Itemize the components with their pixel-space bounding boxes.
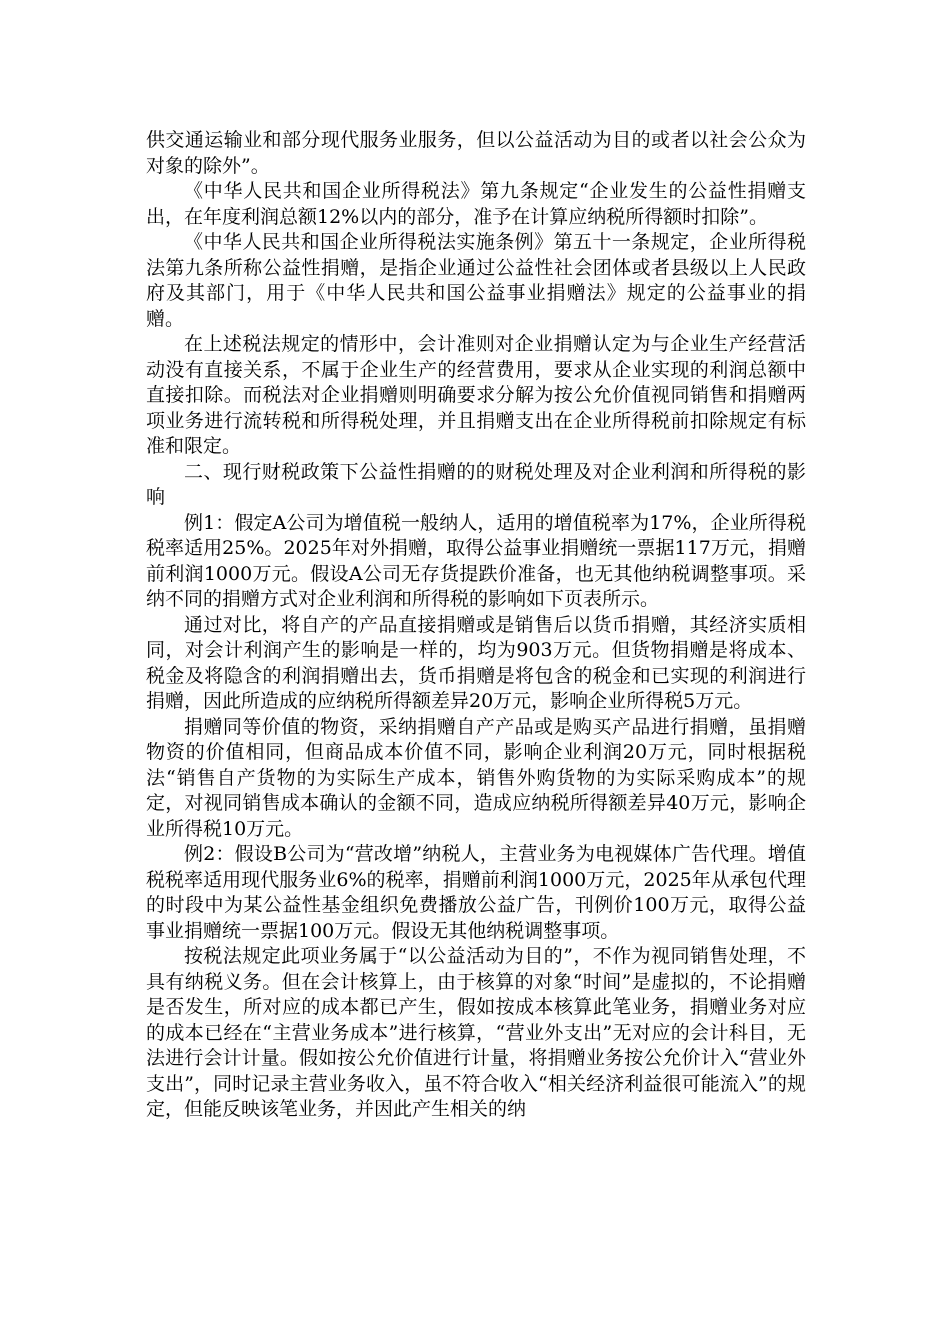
paragraph-example-2: 例2：假设B公司为“营改增”纳税人，主营业务为电视媒体广告代理。增值税税率适用现代服务业6%的税率，捐赠前利润1000万元，2025年从承包代理的时段中为某公益性基金组织免费播放公益广告，刊例价100万元，取得公益事业捐赠统一票据100万元。假设无其他纳税调整事项。: [146, 843, 806, 942]
document-body: [146, 128, 806, 1123]
paragraph-continuation: 供交通运输业和部分现代服务业服务，但以公益活动为目的或者以社会公众为对象的除外”。: [146, 129, 806, 177]
paragraph-accounting-vs-tax: 在上述税法规定的情形中，会计准则对企业捐赠认定为与企业生产经营活动没有直接关系，不属于企业生产的经营费用，要求从企业实现的利润总额中直接扣除。而税法对企业捐赠则明确要求分解为按公允价值视同销售和捐赠两项业务进行流转税和所得税处理，并且捐赠支出在企业所得税前扣除规定有标准和限定。: [146, 333, 806, 457]
section-heading-2: 二、现行财税政策下公益性捐赠的的财税处理及对企业利润和所得税的影响: [146, 460, 806, 508]
paragraph-implementation-regulation-51: 《中华人民共和国企业所得税法实施条例》第五十一条规定，企业所得税法第九条所称公益性捐赠，是指企业通过公益性社会团体或者县级以上人民政府及其部门，用于《中华人民共和国公益事业捐赠法》规定的公益事业的捐赠。: [146, 231, 806, 330]
paragraph-example-1: 例1：假定A公司为增值税一般纳人，适用的增值税率为17%，企业所得税税率适用25%。2025年对外捐赠，取得公益事业捐赠统一票据117万元，捐赠前利润1000万元。假设A公司无存货提跌价准备，也无其他纳税调整事项。采纳不同的捐赠方式对企业利润和所得税的影响如下页表所示。: [146, 511, 806, 610]
paragraph-comparison: 通过对比，将自产的产品直接捐赠或是销售后以货币捐赠，其经济实质相同，对会计利润产生的影响是一样的，均为903万元。但货物捐赠是将成本、税金及将隐含的利润捐赠出去，货币捐赠是将包含的税金和已实现的利润进行捐赠，因此所造成的应纳税所得额差异20万元，影响企业所得税5万元。: [146, 613, 806, 712]
paragraph-tax-treatment: 按税法规定此项业务属于“以公益活动为目的”，不作为视同销售处理，不具有纳税义务。但在会计核算上，由于核算的对象“时间”是虚拟的，不论捐赠是否发生，所对应的成本都已产生，假如按成本核算此笔业务，捐赠业务对应的成本已经在“主营业务成本”进行核算，“营业外支出”无对应的会计科目，无法进行会计计量。假如按公允价值进行计量，将捐赠业务按公允价计入“营业外支出”，同时记录主营业务收入，虽不符合收入“相关经济利益很可能流入”的规定，但能反映该笔业务，并因此产生相关的纳: [146, 945, 806, 1120]
paragraph-tax-law-article-9: 《中华人民共和国企业所得税法》第九条规定“企业发生的公益性捐赠支出，在年度利润总额12%以内的部分，准予在计算应纳税所得额时扣除”。: [146, 180, 806, 228]
paragraph-equal-value-donation: 捐赠同等价值的物资，采纳捐赠自产产品或是购买产品进行捐赠，虽捐赠物资的价值相同，但商品成本价值不同，影响企业利润20万元，同时根据税法“销售自产货物的为实际生产成本，销售外购货物的为实际采购成本”的规定，对视同销售成本确认的金额不同，造成应纳税所得额差异40万元，影响企业所得税10万元。: [146, 715, 806, 840]
